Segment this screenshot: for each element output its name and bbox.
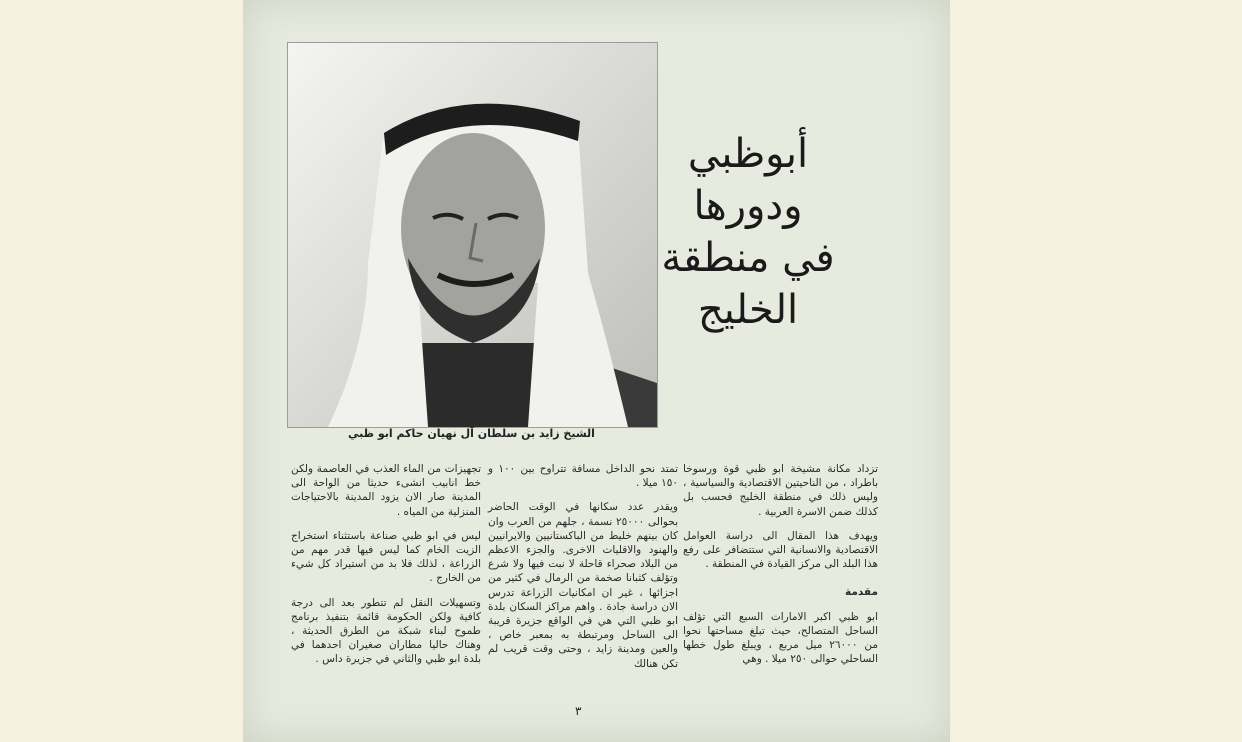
magazine-page — [243, 0, 950, 742]
paragraph: ابو ظبي اكبر الامارات السبع التي تؤلف الساحل المتصالح، حيث تبلغ مساحتها نحوا من ٢٦٠٠٠ ميل مربع ، ويبلغ طول خطها الساحلي حوالى ٢٥٠ ميلا . وهي — [683, 610, 878, 666]
page-number: ٣ — [575, 704, 582, 718]
text-column-middle — [488, 462, 678, 681]
photo-caption: الشيخ زايد بن سلطان آل نهيان حاكم ابو ظبي — [348, 427, 595, 440]
portrait-illustration — [288, 43, 657, 427]
paragraph: ويهدف هذا المقال الى دراسة العوامل الاقتصادية والانسانية التي ستتضافر على رفع هذا البلد الى مركز القيادة في المنطقة . — [683, 529, 878, 571]
section-heading: مقدمة — [845, 586, 878, 599]
paragraph: تجهيزات من الماء العذب في العاصمة ولكن خط انابيب انشىء حديثا من الواحة الى المدينة صار الان يزود المدينة بالاحتياجات المنزلية من المياه . — [291, 463, 481, 518]
article-title — [648, 128, 848, 336]
paragraph: ويقدر عدد سكانها في الوقت الحاضر بحوالى ٢٥٠٠٠ نسمة ، جلهم من العرب وان كان بينهم خليط من الباكستانيين والايرانيين والهنود والاقليات الاخرى. والجزء الاعظم من البلاد صحراء قاحلة لا نبت فيها ولا شرع وتؤلف كثبانا صخمة من الرمال في كثير من اجزائها ، غير ان امكانيات الزراعة تدرس الان دراسة جادة . واهم مراكز السكان بلدة ابو ظبي التي هي في الواقع جزيرة قريبة الى الساحل ومرتبطة به بمعبر خاص ، والعين ومدينة زايد ، وحتى وقت قريب لم تكن هنالك — [488, 501, 678, 670]
paragraph: تزداد مكانة مشيخة ابو ظبي قوة ورسوخا باطراد ، من الناحيتين الاقتصادية والسياسية ، وليس ذلك في منطقة الخليج فحسب بل كذلك ضمن الاسرة العربية . — [683, 463, 878, 518]
title-line-3: في منطقة — [661, 235, 835, 281]
paragraph: ليس في ابو ظبي صناعة باستثناء استخراج الزيت الخام كما ليس فيها قدر مهم من الزراعة ، لذلك فلا بد من استيراد كل شيء من الخارج . — [291, 529, 481, 585]
title-line-2: ودورها — [693, 183, 803, 229]
paragraph: وتسهيلات النقل لم تتطور بعد الى درجة كافية ولكن الحكومة قائمة بتنفيذ برنامج طموح لبناء شبكة من الطرق الحديثة ، وهناك حاليا مطاران صغيران احدهما في بلدة ابو ظبي والثاني في جزيرة داس . — [291, 596, 481, 666]
text-column-left — [291, 462, 481, 677]
paragraph: تمتد نحو الداخل مسافة تتراوح بين ١٠٠ و ١٥٠ ميلا . — [488, 463, 678, 490]
portrait-photo — [287, 42, 658, 428]
text-column-right — [683, 462, 878, 676]
title-line-1: أبوظبي — [687, 131, 809, 177]
title-line-4: الخليج — [697, 287, 799, 333]
